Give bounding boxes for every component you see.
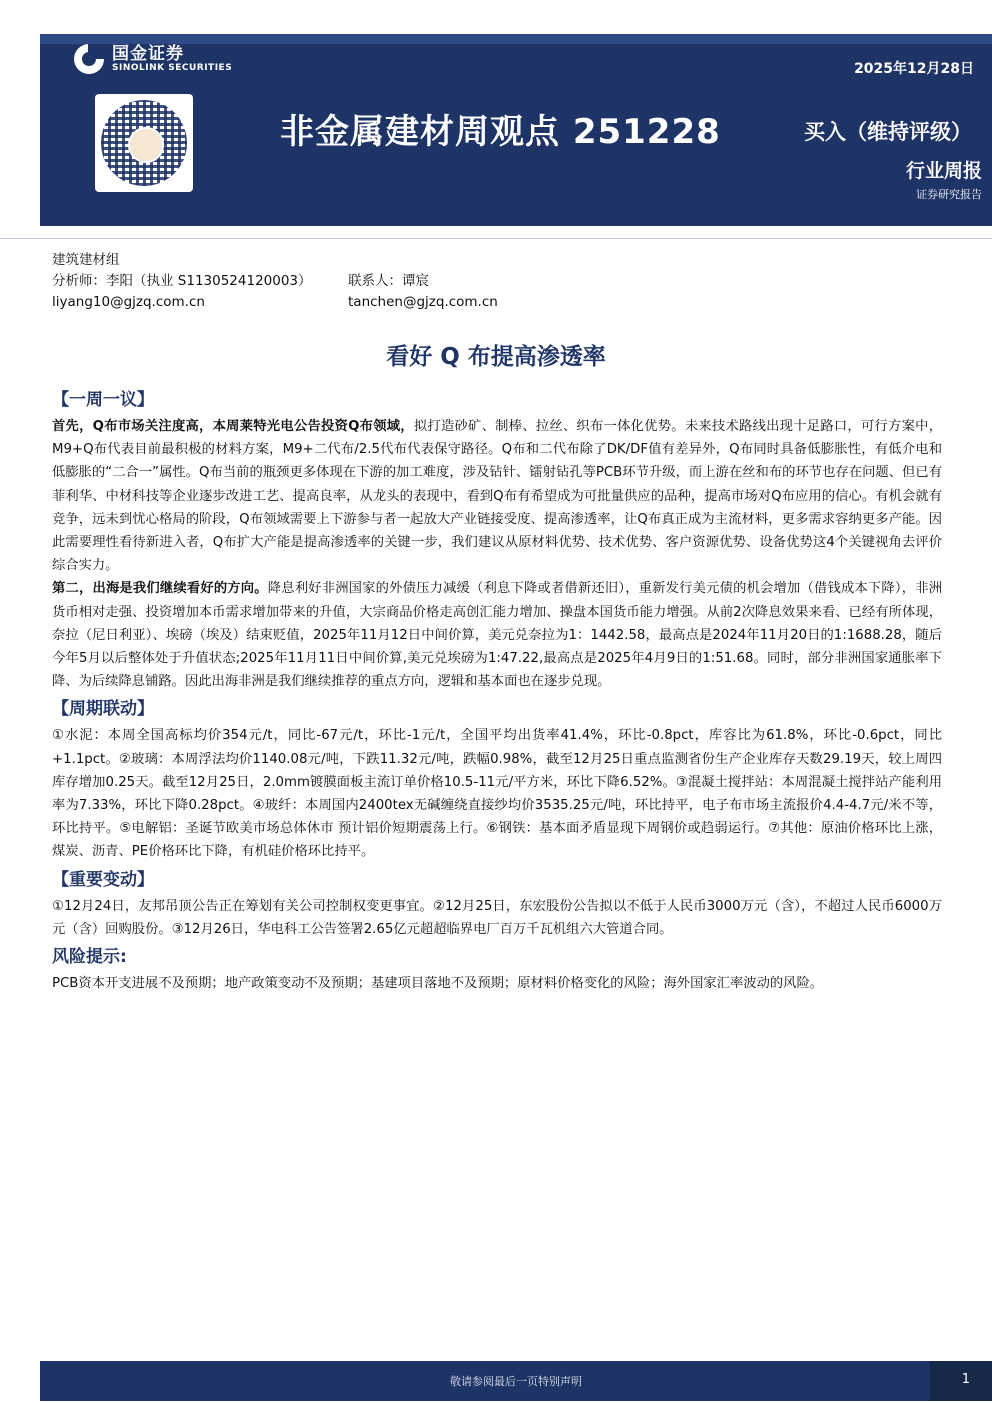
report-type: 行业周报 xyxy=(905,160,982,182)
analyst-name: 分析师：李阳（执业 S1130524120003） xyxy=(52,273,312,289)
analyst-info xyxy=(52,250,498,313)
header-divider xyxy=(0,238,992,239)
changes-paragraph: ①12月24日，友邦吊顶公告正在筹划有关公司控制权变更事宜。②12月25日，东宏股份公告拟以不低于人民币3000万元（含），不超过人民币6000万元（含）回购股份。③12月26日，华电科工公告签署2.65亿元超超临界电厂百万千瓦机组六大管道合同。 xyxy=(52,898,942,937)
report-body xyxy=(52,388,942,995)
report-date: 2025年12月28日 xyxy=(854,61,974,77)
section-heading-risk: 风险提示: xyxy=(52,947,127,968)
research-group: 建筑建材组 xyxy=(52,252,120,268)
company-logo xyxy=(74,44,232,74)
footer-notice: 敬请参阅最后一页特别声明 xyxy=(450,1375,582,1388)
header-top-stripe xyxy=(40,34,992,44)
analyst-email: liyang10@gjzq.com.cn xyxy=(52,294,205,310)
weekly-p2-lead: 第二，出海是我们继续看好的方向。 xyxy=(52,581,268,597)
logo-chinese-name: 国金证券 xyxy=(112,43,184,64)
weekly-paragraph-2 xyxy=(52,577,942,693)
document-title: 看好 Q 布提高渗透率 xyxy=(386,344,606,370)
qr-code-icon xyxy=(95,94,193,192)
page-number: 1 xyxy=(961,1372,970,1387)
weekly-paragraph-1 xyxy=(52,415,942,577)
weekly-p1-text: 拟打造砂矿、制棒、拉丝、织布一体化优势。未来技术路线出现十足路口，可行方案中，M9+Q布代表目前最积极的材料方案，M9+二代布/2.5代布代表保守路径。Q布和二代布除了DK/DF值有差异外，Q布同时具备低膨胀性，有低介电和低膨胀的“二合一”属性。Q布当前的瓶颈更多体现在下游的加工难度，涉及钻针、镭射钻孔等PCB环节升级，而上游在丝和布的环节也存在问题、但已有菲利华、中材科技等企业逐步改进工艺、提高良率，从龙头的表现中，看到Q布有希望成为可批量供应的品种，提高市场对Q布应用的信心。有机会就有竞争，远未到忧心格局的阶段，Q布领域需要上下游参与者一起放大产业链接受度、提高渗透率，让Q布真正成为主流材料，更多需求容纳更多产能。因此需要理性看待新进入者，Q布扩大产能是提高渗透率的关键一步，我们建议从原材料优势、技术优势、客户资源优势、设备优势这4个关键视角去评价综合实力。 xyxy=(52,419,943,574)
contact-name: 联系人：谭宸 xyxy=(348,273,429,289)
report-header-band xyxy=(40,34,992,226)
section-heading-cycle: 【周期联动】 xyxy=(52,699,154,720)
risk-paragraph: PCB资本开支进展不及预期；地产政策变动不及预期；基建项目落地不及预期；原材料价格变化的风险；海外国家汇率波动的风险。 xyxy=(52,976,824,992)
logo-english-name: SINOLINK SECURITIES xyxy=(112,62,233,73)
weekly-p2-text: 降息利好非洲国家的外债压力减缓（利息下降或者借新还旧），重新发行美元债的机会增加（借钱成本下降），非洲货币相对走强、投资增加本币需求增加带来的升值，大宗商品价格走高创汇能力增加、操盘本国货币能力增强。从前2次降息效果来看、已经有所体现，奈拉（尼日利亚）、埃磅（埃及）结束贬值，2025年11月12日中间价算，美元兑奈拉为1：1442.58，最高点是2024年11月20日的1:1688.28，随后今年5月以后整体处于升值状态;2025年11月11日中间价算,美元兑埃磅为1:47.22,最高点是2025年4月9日的1:51.68。同时，部分非洲国家通胀率下降、为后续降息铺路。因此出海非洲是我们继续推荐的重点方向，逻辑和基本面也在逐步兑现。 xyxy=(52,581,943,690)
section-heading-changes: 【重要变动】 xyxy=(52,869,154,890)
contact-email: tanchen@gjzq.com.cn xyxy=(348,294,498,310)
logo-mark-icon xyxy=(74,44,104,74)
cycle-paragraph: ①水泥：本周全国高标均价354元/t，同比-67元/t，环比-1元/t，全国平均出货率41.4%，环比-0.8pct，库容比为61.8%，环比-0.6pct，同比+1.1pct。②玻璃：本周浮法均价1140.08元/吨，下跌11.32元/吨，跌幅0.98%，截至12月25日重点监测省份生产企业库存天数29.19天，较上周四库存增加0.25天。截至12月25日，2.0mm镀膜面板主流订单价格10.5-11元/平方米，环比下降6.52%。③混凝土搅拌站：本周混凝土搅拌站产能利用率为7.33%，环比下降0.28pct。④玻纤：本周国内2400tex无碱缠绕直接纱均价3535.25元/吨，环比持平，电子布市场主流报价4.4-4.7元/米不等，环比持平。⑤电解铝：圣诞节欧美市场总体休市 预计铝价短期震荡上行。⑥钢铁：基本面矛盾显现下周钢价或趋弱运行。⑦其他：原油价格环比上涨，煤炭、沥青、PE价格环比下降，有机硅价格环比持平。 xyxy=(52,728,942,860)
report-subtype: 证券研究报告 xyxy=(916,188,982,201)
section-heading-weekly: 【一周一议】 xyxy=(52,390,154,410)
rating-label: 买入（维持评级） xyxy=(804,120,972,144)
weekly-p1-lead: 首先，Q布市场关注度高，本周莱特光电公告投资Q布领域， xyxy=(52,419,414,434)
page-footer xyxy=(40,1361,992,1401)
report-title: 非金属建材周观点 251228 xyxy=(280,112,721,152)
